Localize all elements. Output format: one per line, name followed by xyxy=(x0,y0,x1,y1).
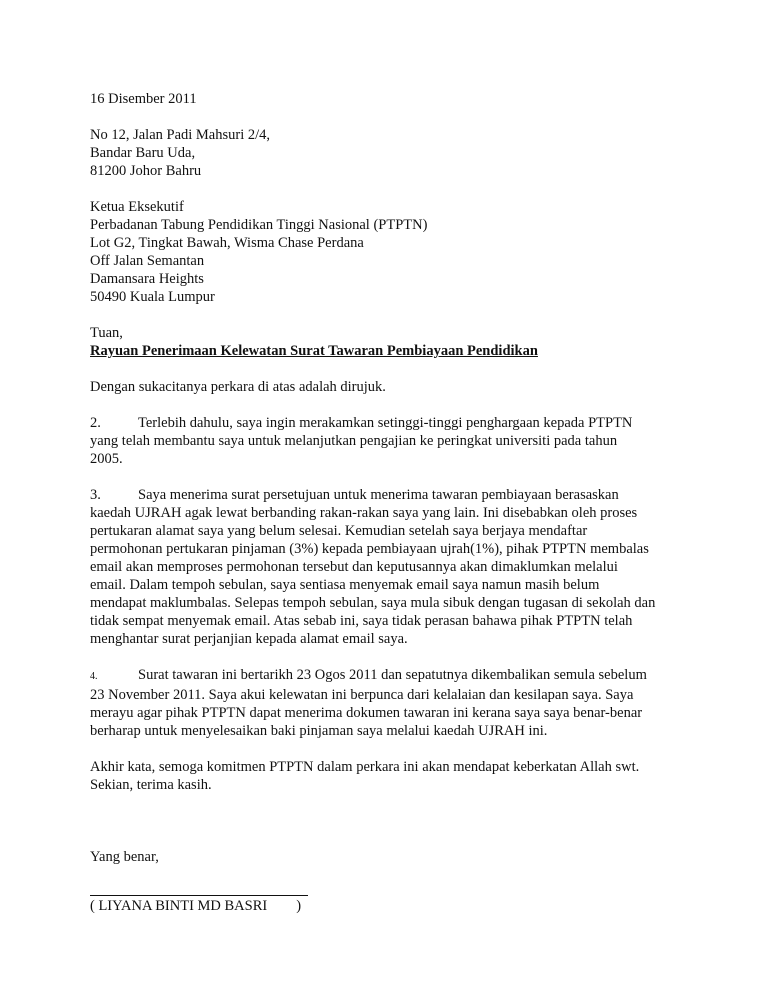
sender-address-line: No 12, Jalan Padi Mahsuri 2/4, xyxy=(90,127,271,143)
sender-address xyxy=(90,126,720,180)
paragraph-4 xyxy=(90,666,720,740)
paragraph-line: Surat tawaran ini bertarikh 23 Ogos 2011 dan sepatutnya dikembalikan semula sebelum xyxy=(138,667,647,683)
paragraph-line: 23 November 2011. Saya akui kelewatan ini berpunca dari kelalaian dan kesilapan saya. Saya xyxy=(90,687,634,703)
paragraph-line: pertukaran alamat saya yang belum selesai. Kemudian setelah saya berjaya mendaftar xyxy=(90,523,588,539)
paragraph-line: permohonan pertukaran pinjaman (3%) kepada pembiayaan ujrah(1%), pihak PTPTN membalas xyxy=(90,541,649,557)
closing-line: Sekian, terima kasih. xyxy=(90,777,212,793)
recipient-line: Damansara Heights xyxy=(90,271,204,287)
paragraph-line: yang telah membantu saya untuk melanjutkan pengajian ke peringkat universiti pada tahun xyxy=(90,433,618,449)
paragraph-line: berharap untuk menyelesaikan baki pinjaman saya melalui kaedah UJRAH ini. xyxy=(90,723,548,739)
paragraph-2 xyxy=(90,414,720,468)
paragraph-number: 2. xyxy=(90,415,101,431)
sender-address-line: 81200 Johor Bahru xyxy=(90,163,202,179)
signature-line xyxy=(90,895,308,896)
paragraph-line: 2005. xyxy=(90,451,123,467)
paragraph-line: email. Dalam tempoh sebulan, saya sentiasa menyemak email saya namun masih belum xyxy=(90,577,600,593)
paragraph-line: kaedah UJRAH agak lewat berbanding rakan-rakan saya yang lain. Ini disebabkan oleh proses xyxy=(90,505,638,521)
letter-body xyxy=(90,90,720,915)
salutation: Tuan, xyxy=(90,325,123,341)
subject-heading: Rayuan Penerimaan Kelewatan Surat Tawaran Pembiayaan Pendidikan xyxy=(90,343,538,359)
recipient-address xyxy=(90,198,720,306)
recipient-line: Lot G2, Tingkat Bawah, Wisma Chase Perdana xyxy=(90,235,364,251)
signer-name: ( LIYANA BINTI MD BASRI ) xyxy=(90,898,302,914)
recipient-line: Off Jalan Semantan xyxy=(90,253,205,269)
paragraph-line: email akan memproses permohonan tersebut dan keputusannya akan dimaklumkan melalui xyxy=(90,559,618,575)
letter-date: 16 Disember 2011 xyxy=(90,91,197,107)
paragraph-line: mendapat maklumbalas. Selepas tempoh sebulan, saya mula sibuk dengan tugasan di sekolah dan xyxy=(90,595,656,611)
paragraph-number: 3. xyxy=(90,487,101,503)
closing-paragraph xyxy=(90,758,720,794)
sign-off: Yang benar, xyxy=(90,849,159,865)
recipient-line: Perbadanan Tabung Pendidikan Tinggi Nasional (PTPTN) xyxy=(90,217,428,233)
sender-address-line: Bandar Baru Uda, xyxy=(90,145,196,161)
recipient-line: 50490 Kuala Lumpur xyxy=(90,289,215,305)
paragraph-line: menghantar surat perjanjian kepada alamat email saya. xyxy=(90,631,408,647)
intro-paragraph: Dengan sukacitanya perkara di atas adalah dirujuk. xyxy=(90,379,386,395)
recipient-line: Ketua Eksekutif xyxy=(90,199,184,215)
paragraph-line: tidak sempat menyemak email. Atas sebab ini, saya tidak perasan bahawa pihak PTPTN telah xyxy=(90,613,633,629)
closing-line: Akhir kata, semoga komitmen PTPTN dalam perkara ini akan mendapat keberkatan Allah swt. xyxy=(90,759,640,775)
paragraph-line: Saya menerima surat persetujuan untuk menerima tawaran pembiayaan berasaskan xyxy=(138,487,619,503)
paragraph-number: 4. xyxy=(90,671,98,682)
paragraph-line: Terlebih dahulu, saya ingin merakamkan setinggi-tinggi penghargaan kepada PTPTN xyxy=(138,415,633,431)
paragraph-3 xyxy=(90,486,720,648)
paragraph-line: merayu agar pihak PTPTN dapat menerima dokumen tawaran ini kerana saya saya benar-benar xyxy=(90,705,643,721)
